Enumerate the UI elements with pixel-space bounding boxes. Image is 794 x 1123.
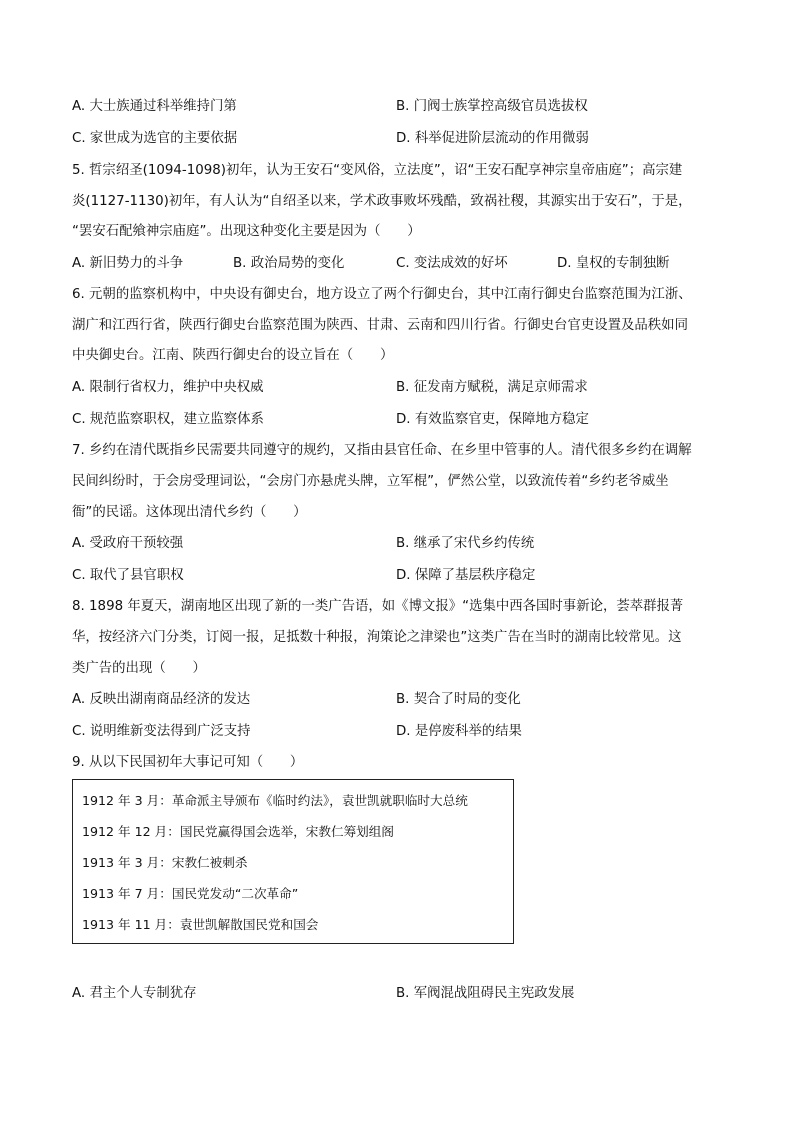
- q6-option-d: D. 有效监察官吏，保障地方稳定: [396, 412, 589, 427]
- q7-option-a: A. 受政府干预较强: [72, 536, 184, 551]
- q6-option-a: A. 限制行省权力，维护中央权威: [72, 380, 264, 395]
- q9-event-4: 1913 年 7 月：国民党发动“二次革命”: [82, 886, 299, 901]
- q5-stem-line-2: 炎(1127-1130)初年，有人认为“自绍圣以来，学术政事败坏残酷，致祸社稷，其源实出于安石”，于是，: [72, 194, 692, 209]
- q8-option-b: B. 契合了时局的变化: [396, 692, 521, 707]
- q5-option-a: A. 新旧势力的斗争: [72, 256, 184, 271]
- q9-event-3: 1913 年 3 月：宋教仁被刺杀: [82, 855, 248, 870]
- q5-option-c: C. 变法成效的好坏: [396, 256, 508, 271]
- q8-option-d: D. 是停废科举的结果: [396, 724, 522, 739]
- q9-event-5: 1913 年 11 月：袁世凯解散国民党和国会: [82, 917, 319, 932]
- q8-stem-line-2: 华，按经济六门分类，订阅一报，足抵数十种报，洵策论之津梁也”这类广告在当时的湖南比较常见。这: [72, 630, 682, 645]
- q5-option-b: B. 政治局势的变化: [233, 256, 345, 271]
- q9-event-2: 1912 年 12 月：国民党赢得国会选举，宋教仁筹划组阁: [82, 824, 394, 839]
- q7-stem-line-3: 衙”的民谣。这体现出清代乡约（ ）: [72, 505, 307, 520]
- q6-stem-line-3: 中央御史台。江南、陕西行御史台的设立旨在（ ）: [72, 348, 394, 363]
- q7-option-c: C. 取代了县官职权: [72, 568, 184, 583]
- q9-stem: 9. 从以下民国初年大事记可知（ ）: [72, 755, 304, 770]
- q4-option-d: D. 科举促进阶层流动的作用微弱: [396, 131, 589, 146]
- q9-event-1: 1912 年 3 月：革命派主导颁布《临时约法》，袁世凯就职临时大总统: [82, 793, 468, 808]
- q7-stem-line-2: 民间纠纷时，于会房受理词讼，“会房门亦悬虎头牌，立军棍”，俨然公堂，以致流传着“乡约老爷威坐: [72, 474, 669, 489]
- q8-stem-line-3: 类广告的出现（ ）: [72, 661, 206, 676]
- q8-option-c: C. 说明维新变法得到广泛支持: [72, 724, 251, 739]
- q6-stem-line-1: 6. 元朝的监察机构中，中央设有御史台，地方设立了两个行御史台，其中江南行御史台监察范围为江浙、: [72, 287, 692, 302]
- q8-stem-line-1: 8. 1898 年夏天，湖南地区出现了新的一类广告语，如《博文报》“选集中西各国时事新论，荟萃群报菁: [72, 599, 684, 614]
- q6-option-c: C. 规范监察职权，建立监察体系: [72, 412, 264, 427]
- q6-stem-line-2: 湖广和江西行省，陕西行御史台监察范围为陕西、甘肃、云南和四川行省。行御史台官吏设置及品秩如同: [72, 318, 688, 333]
- q4-option-a: A. 大士族通过科举维持门第: [72, 99, 237, 114]
- q5-option-d: D. 皇权的专制独断: [557, 256, 670, 271]
- q9-option-a: A. 君主个人专制犹存: [72, 986, 197, 1001]
- q5-stem-line-3: “罢安石配飨神宗庙庭”。出现这种变化主要是因为（ ）: [72, 224, 421, 239]
- q9-option-b: B. 军阀混战阻碍民主宪政发展: [396, 986, 575, 1001]
- q7-option-d: D. 保障了基层秩序稳定: [396, 568, 536, 583]
- q9-chronology-box: [72, 779, 514, 944]
- q7-option-b: B. 继承了宋代乡约传统: [396, 536, 535, 551]
- q4-option-b: B. 门阀士族掌控高级官员选拔权: [396, 99, 588, 114]
- q8-option-a: A. 反映出湖南商品经济的发达: [72, 692, 251, 707]
- q4-option-c: C. 家世成为选官的主要依据: [72, 131, 238, 146]
- q6-option-b: B. 征发南方赋税，满足京师需求: [396, 380, 588, 395]
- q5-stem-line-1: 5. 哲宗绍圣(1094-1098)初年，认为王安石“变风俗，立法度”，诏“王安石配享神宗皇帝庙庭”；高宗建: [72, 163, 683, 178]
- q7-stem-line-1: 7. 乡约在清代既指乡民需要共同遵守的规约，又指由县官任命、在乡里中管事的人。清代很多乡约在调解: [72, 443, 692, 458]
